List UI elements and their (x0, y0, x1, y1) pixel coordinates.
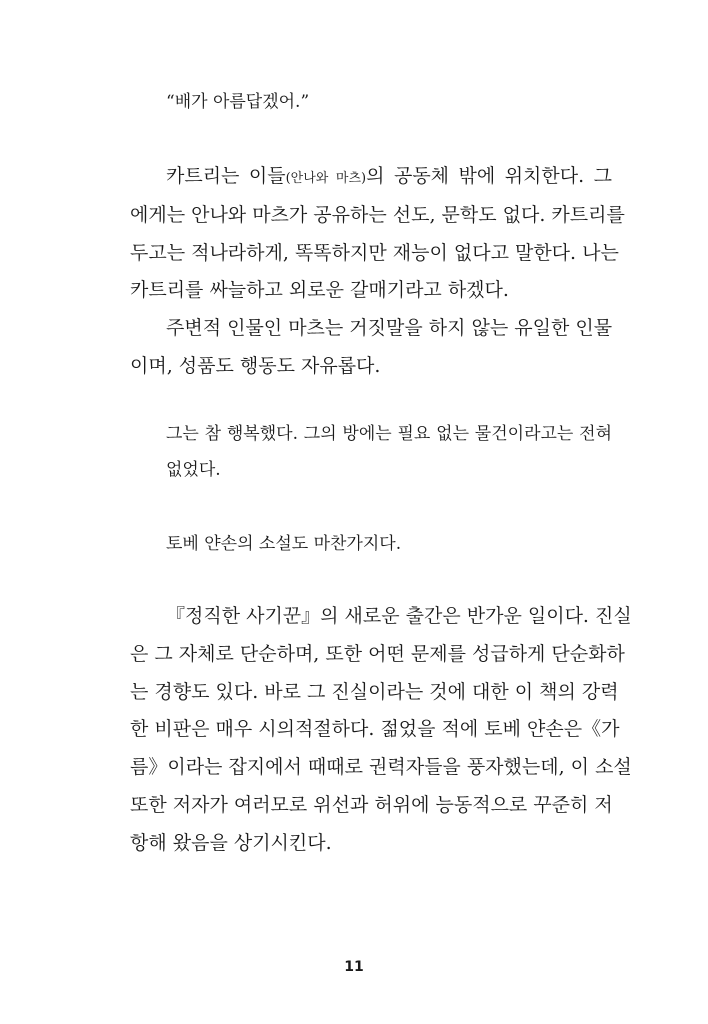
text-span: 의 공동체 밖에 위치한다. 그 (366, 165, 612, 187)
quote-block-line-2: 없었다. (166, 460, 221, 480)
paragraph-3-line-4: 한 비판은 매우 시의적절하다. 젊었을 적에 토베 얀손은《가 (130, 718, 620, 740)
paragraph-1-line-3: 두고는 적나라하게, 똑똑하지만 재능이 없다고 말한다. 나는 (130, 242, 619, 264)
text-span: 카트리는 이들 (166, 165, 286, 187)
paragraph-3-line-2: 은 그 자체로 단순하며, 또한 어떤 문제를 성급하게 단순화하 (130, 643, 625, 665)
quote-line-3: 토베 얀손의 소설도 마찬가지다. (166, 534, 402, 554)
page-number: 11 (344, 959, 364, 975)
paragraph-2-line-1: 주변적 인물인 마츠는 거짓말을 하지 않는 유일한 인물 (166, 317, 613, 339)
paragraph-3-line-1: 『정직한 사기꾼』의 새로운 출간은 반가운 일이다. 진실 (166, 605, 632, 627)
paragraph-1-line-1 (166, 164, 612, 191)
parenthetical-note: (안나와 마츠) (285, 171, 367, 186)
paragraph-2-line-2: 이며, 성품도 행동도 자유롭다. (130, 355, 381, 377)
paragraph-1-line-2: 에게는 안나와 마츠가 공유하는 선도, 문학도 없다. 카트리를 (130, 204, 625, 226)
quote-block-line-1: 그는 참 행복했다. 그의 방에는 필요 없는 물건이라고는 전혀 (166, 424, 612, 444)
paragraph-3-line-6: 또한 저자가 여러모로 위선과 허위에 능동적으로 꾸준히 저 (130, 794, 613, 816)
paragraph-3-line-7: 항해 왔음을 상기시킨다. (130, 832, 332, 854)
paragraph-3-line-5: 름》이라는 잡지에서 때때로 권력자들을 풍자했는데, 이 소설 (130, 756, 632, 778)
quote-line-1: “배가 아름답겠어.” (166, 92, 310, 112)
paragraph-1-line-4: 카트리를 싸늘하고 외로운 갈매기라고 하겠다. (130, 279, 509, 301)
paragraph-3-line-3: 는 경향도 있다. 바로 그 진실이라는 것에 대한 이 책의 강력 (130, 681, 619, 703)
